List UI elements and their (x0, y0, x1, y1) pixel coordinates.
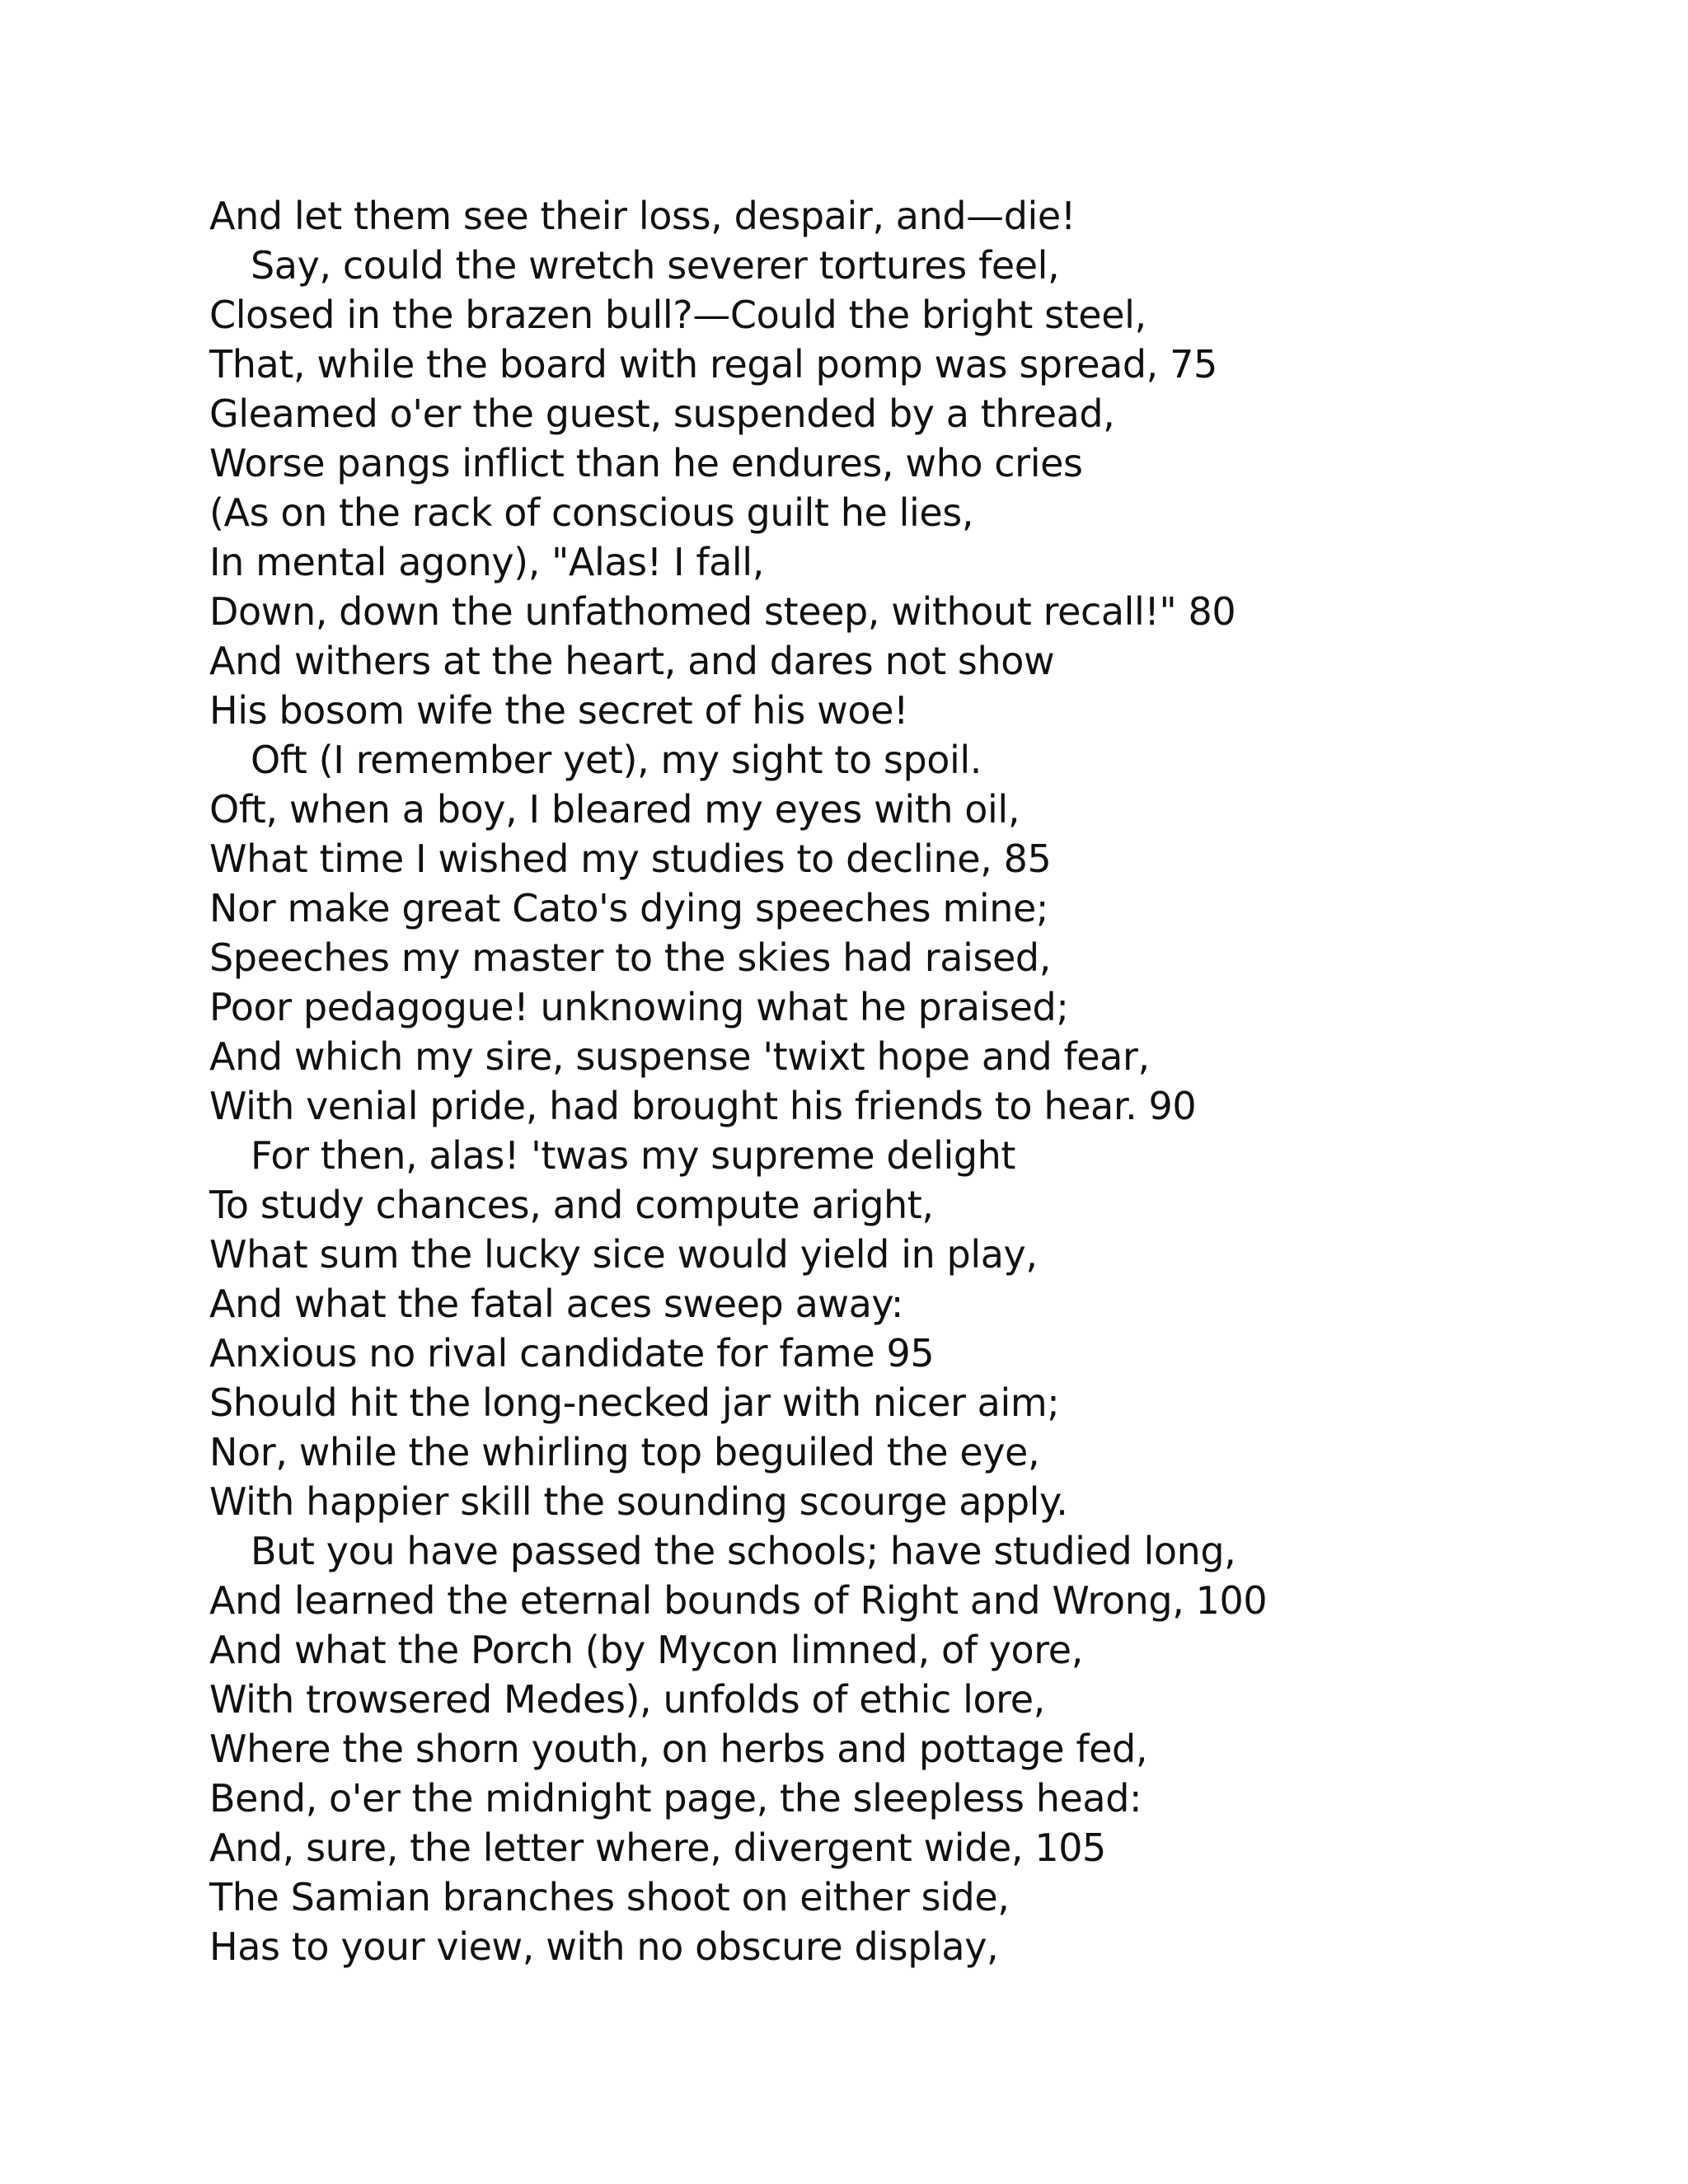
poem-line: Poor pedagogue! unknowing what he praised; (209, 985, 1069, 1029)
poem-line: And let them see their loss, despair, and—die! (209, 194, 1076, 238)
poem-line: Worse pangs inflict than he endures, who cries (209, 441, 1083, 485)
poem-line: With happier skill the sounding scourge apply. (209, 1479, 1068, 1524)
poem-line: Anxious no rival candidate for fame 95 (209, 1331, 935, 1376)
poem-line: But you have passed the schools; have studied long, (251, 1529, 1236, 1573)
poem-line: And which my sire, suspense 'twixt hope and fear, (209, 1034, 1150, 1079)
poem-line: That, while the board with regal pomp was spread, 75 (209, 342, 1217, 387)
poem-line: And what the Porch (by Mycon limned, of yore, (209, 1628, 1083, 1672)
poem-line: And, sure, the letter where, divergent wide, 105 (209, 1825, 1106, 1870)
poem-line: (As on the rack of conscious guilt he lies, (209, 490, 974, 535)
poem-line: And learned the eternal bounds of Right and Wrong, 100 (209, 1578, 1268, 1623)
poem-line: Say, could the wretch severer tortures feel, (251, 243, 1060, 288)
poem-line: And withers at the heart, and dares not show (209, 639, 1055, 683)
poem-line: Speeches my master to the skies had raised, (209, 935, 1051, 980)
poem-line: Oft, when a boy, I bleared my eyes with oil, (209, 787, 1020, 832)
poem-line: Bend, o'er the midnight page, the sleepless head: (209, 1776, 1142, 1821)
poem-line: Nor make great Cato's dying speeches mine; (209, 886, 1048, 930)
poem-line: Gleamed o'er the guest, suspended by a thread, (209, 391, 1115, 436)
poem-line: Oft (I remember yet), my sight to spoil. (251, 738, 982, 782)
poem-line: What sum the lucky sice would yield in play, (209, 1232, 1038, 1277)
poem-line: And what the fatal aces sweep away: (209, 1282, 903, 1326)
poem-line: Has to your view, with no obscure display, (209, 1924, 999, 1969)
poem-line: Should hit the long-necked jar with nicer aim; (209, 1380, 1060, 1425)
poem-line: With trowsered Medes), unfolds of ethic lore, (209, 1677, 1045, 1722)
poem-line: With venial pride, had brought his friends to hear. 90 (209, 1084, 1197, 1128)
poem-line: The Samian branches shoot on either side, (209, 1875, 1010, 1919)
poem-line: Down, down the unfathomed steep, without recall!" 80 (209, 589, 1236, 634)
poem-text (209, 191, 1611, 1971)
poem-line: To study chances, and compute aright, (209, 1183, 934, 1227)
poem-line: Nor, while the whirling top beguiled the eye, (209, 1430, 1040, 1474)
poem-line: His bosom wife the secret of his woe! (209, 688, 909, 733)
poem-line: Where the shorn youth, on herbs and pottage fed, (209, 1727, 1148, 1771)
poem-line: In mental agony), "Alas! I fall, (209, 540, 764, 584)
poem-line: What time I wished my studies to decline, 85 (209, 837, 1052, 881)
poem-line: For then, alas! 'twas my supreme delight (251, 1133, 1016, 1178)
poem-line: Closed in the brazen bull?—Could the bright steel, (209, 293, 1146, 337)
